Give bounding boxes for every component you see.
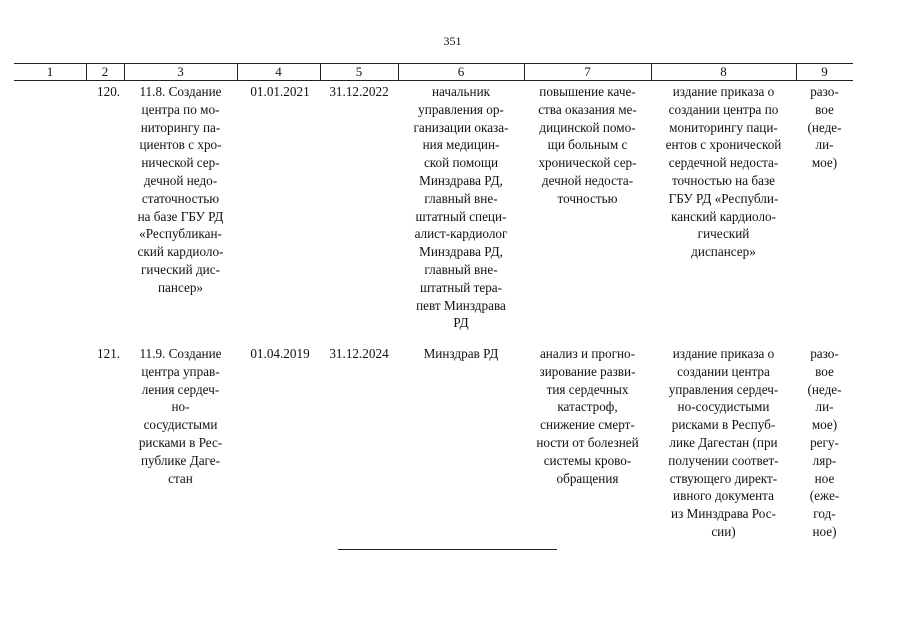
column-header: 7	[584, 64, 591, 79]
column-header: 9	[821, 64, 828, 79]
measure-type: разо- вое (неде- ли- мое) регу- ляр- ное (еже- год- ное)	[807, 346, 842, 539]
responsible: Минздрав РД	[423, 346, 499, 361]
page-number: 351	[443, 34, 462, 48]
end-date: 31.12.2022	[329, 84, 389, 99]
measure-name: 11.8. Создание центра по мо- ниторингу па- циентов с хро- нической сер- дечной недо- статочностью на базе ГБУ РД «Республикан- ский кардиоло- гический дис- пансер»	[137, 84, 224, 295]
expected-result: анализ и прогно- зирование разви- тия сердечных катастроф, снижение смерт- ности от болезней системы крово- обращения	[536, 346, 639, 486]
document-type: издание приказа о создании центра по мониторингу паци- ентов с хронической сердечной недоста- точностью на базе ГБУ РД «Республи- канский кардиоло- гический диспансер»	[665, 84, 782, 260]
footer-separator-line	[338, 549, 557, 550]
responsible: начальник управления ор- ганизации оказа- ния медицин- ской помощи Минздрава РД, главный вне- штатный специ- алист-кардиолог Минздрава РД, главный вне- штатный тера- певт Минздрава РД	[413, 84, 509, 331]
column-header: 6	[457, 64, 465, 79]
header-bottom-border	[14, 80, 853, 81]
column-header: 3	[177, 64, 184, 79]
column-header: 8	[720, 64, 727, 79]
expected-result: повышение каче- ства оказания ме- дицинской помо- щи больным с хронической сер- дечной недоста- точностью	[538, 84, 637, 206]
column-header: 5	[355, 64, 363, 79]
document-type: издание приказа о создании центра управления сердеч- но-сосудистыми рисками в Респуб- лике Дагестан (при получении соответ- ствующего директ- ивного документа из Минздрава Рос- сии)	[668, 346, 779, 539]
column-header: 1	[46, 64, 54, 79]
start-date: 01.04.2019	[250, 346, 310, 361]
column-header: 2	[101, 64, 109, 79]
column-header: 4	[275, 64, 282, 79]
start-date: 01.01.2021	[250, 84, 310, 99]
measure-type: разо- вое (неде- ли- мое)	[807, 84, 842, 171]
measure-name: 11.9. Создание центра управ- ления сердеч- но- сосудистыми рисками в Рес- публике Даге- стан	[138, 346, 223, 486]
row-number: 120.	[97, 84, 121, 99]
end-date: 31.12.2024	[329, 346, 389, 361]
row-number: 121.	[97, 346, 121, 361]
